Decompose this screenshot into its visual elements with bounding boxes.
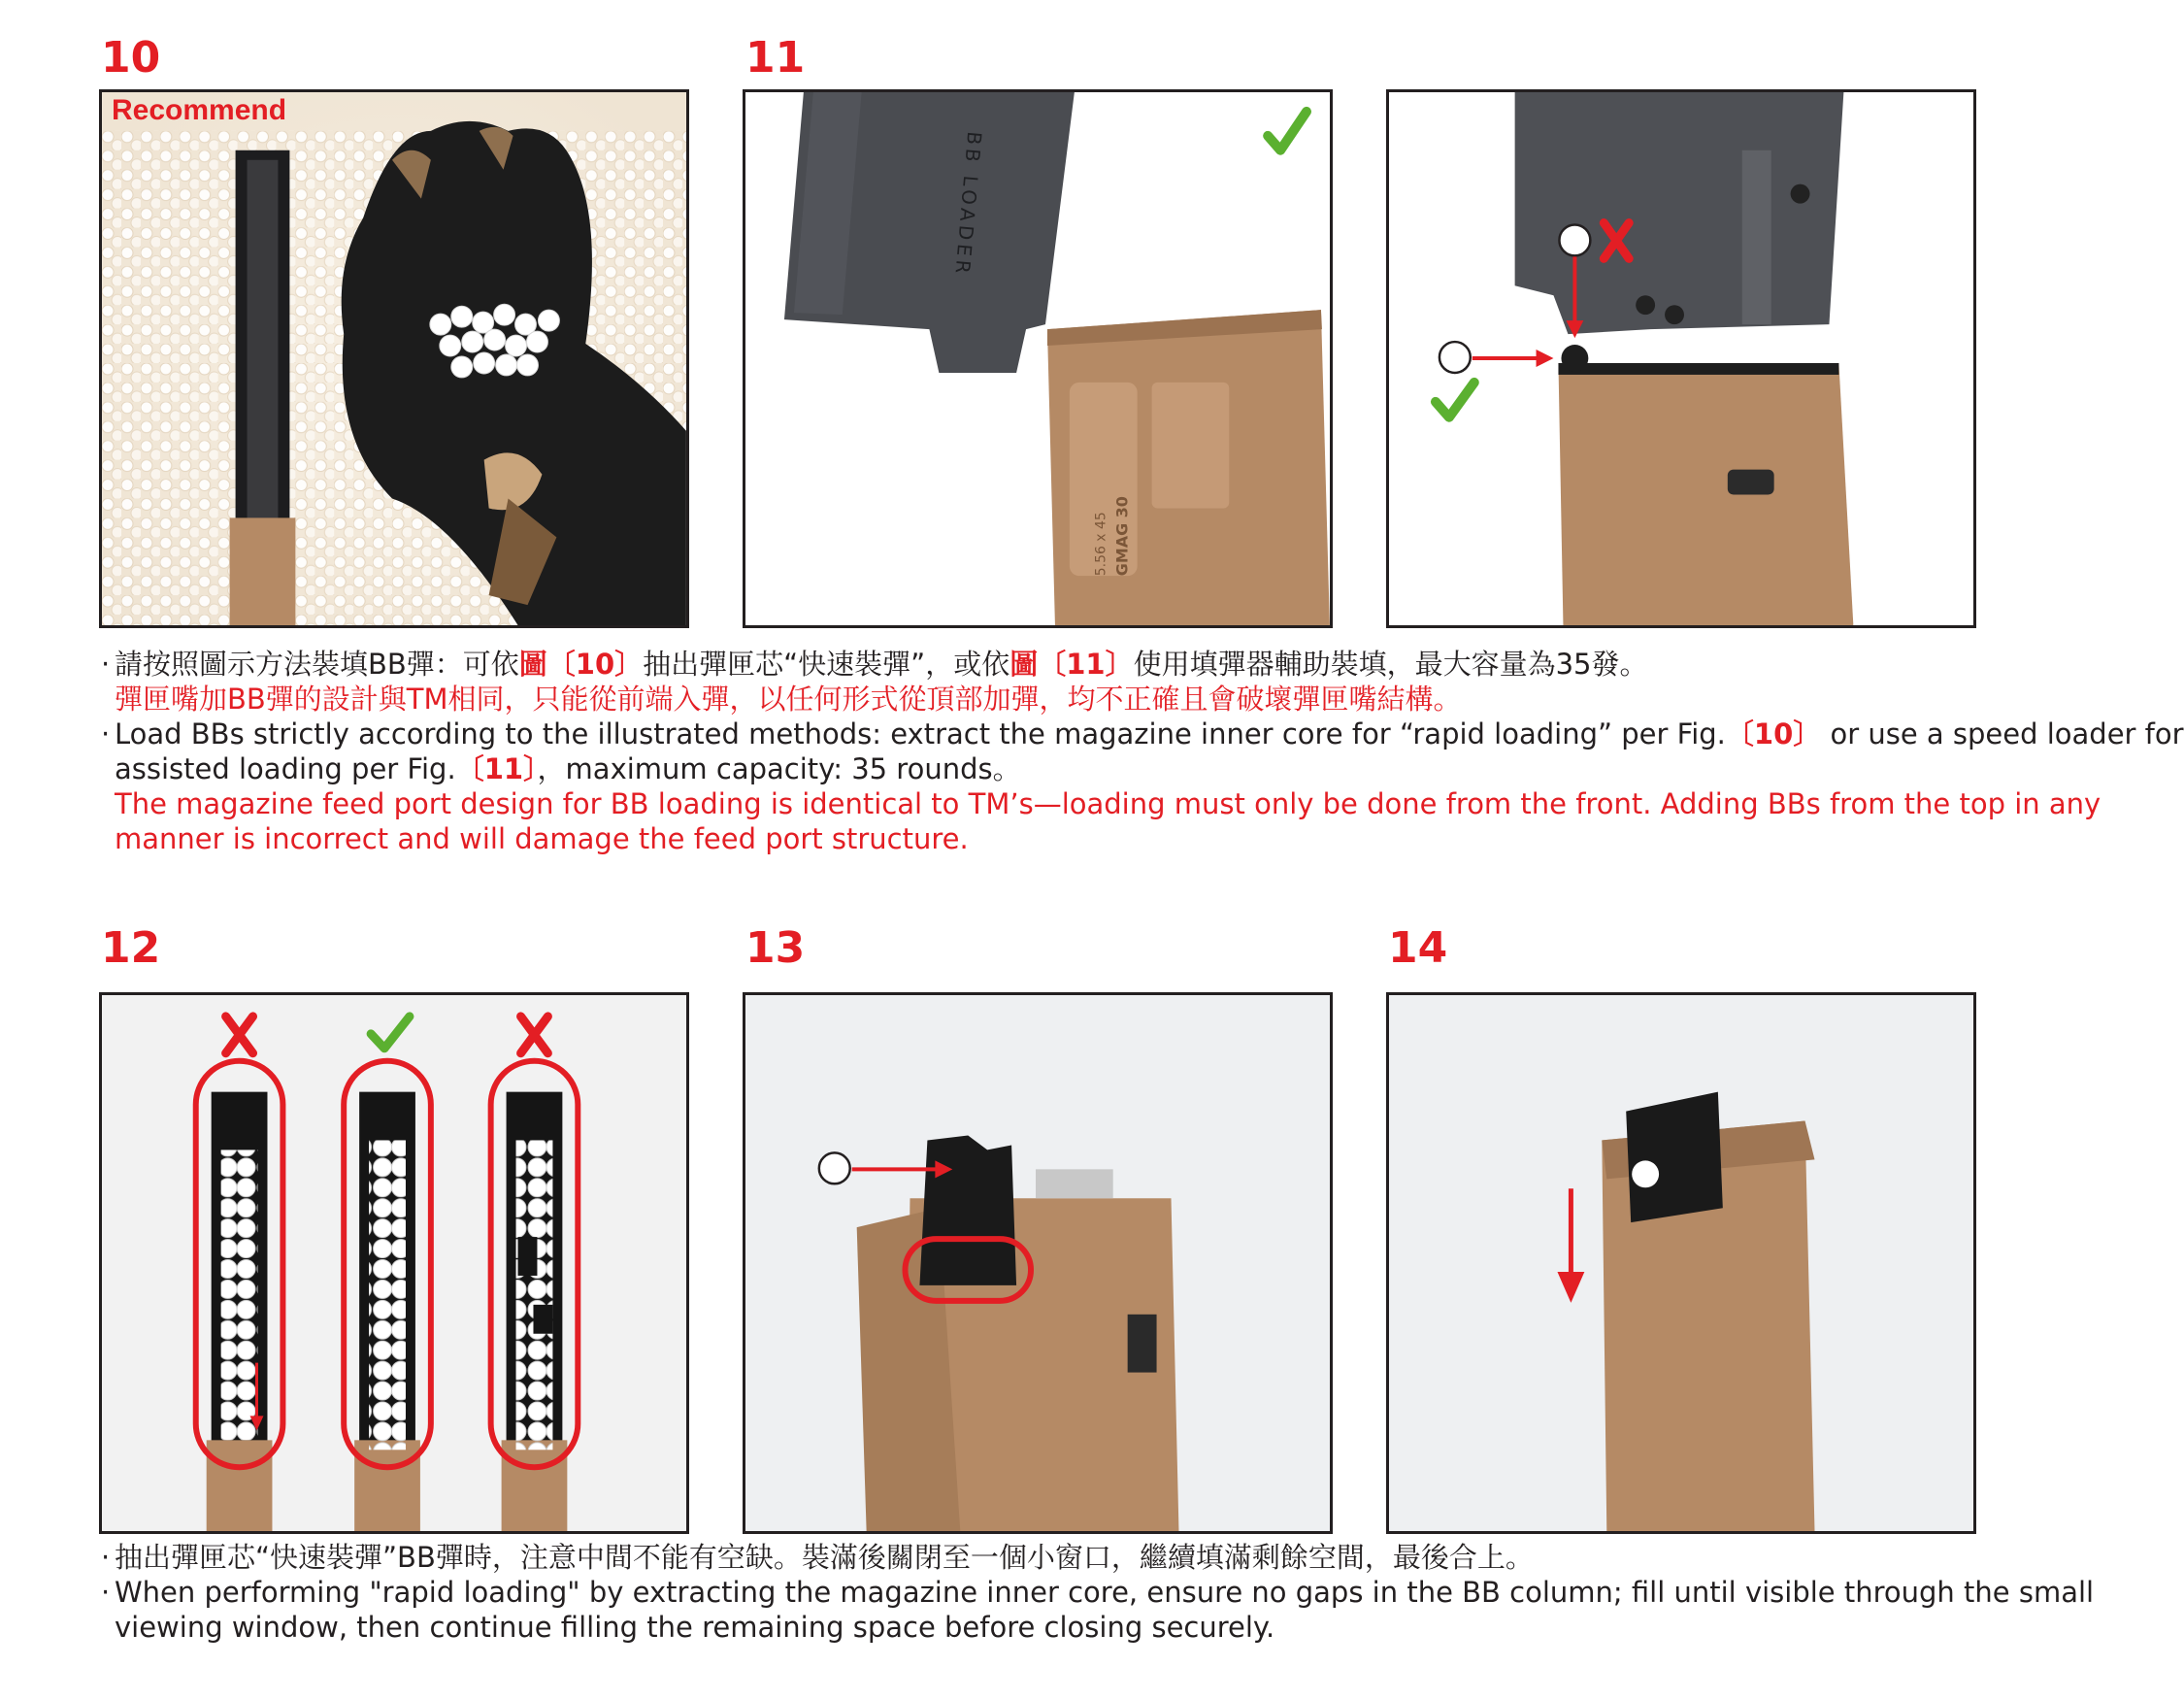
instruction-en-1: · Load BBs strictly according to the illustrated methods: extract the magazine inner core for “rapid loading” per Fig.〔10〕 or use a speed loader for — [101, 717, 2184, 750]
photo-speed-loader — [745, 92, 1330, 625]
instruction-en-2: assisted loading per Fig.〔11〕，maximum capacity: 35 rounds。 — [115, 752, 1021, 785]
speed-loader-label: BB LOADER — [950, 130, 986, 279]
photo-rapid-loading — [102, 92, 686, 625]
step-number-14: 14 — [1388, 923, 1448, 973]
photo-magazine-window — [745, 995, 1330, 1531]
recommend-badge: Recommend — [112, 94, 287, 126]
photo-panel-10 — [99, 89, 689, 628]
instruction-en-3: The magazine feed port design for BB loading is identical to TM’s—loading must only be done from the front. Adding BBs from the top in any — [115, 787, 2101, 820]
instruction-zh-1: · 請按照圖示方法裝填BB彈：可依圖〔10〕抽出彈匣芯“快速裝彈”，或依圖〔11〕使用填彈器輔助裝填，最大容量為35發。 — [101, 648, 1648, 681]
photo-core-fill-comparison — [102, 995, 686, 1531]
photo-feed-port-loading — [1389, 92, 1973, 625]
step-number-10: 10 — [101, 33, 161, 83]
photo-magazine-closing — [1389, 995, 1973, 1531]
photo-panel-11b — [1386, 89, 1976, 628]
photo-panel-13 — [743, 992, 1333, 1534]
instruction-zh-2: 彈匣嘴加BB彈的設計與TM相同，只能從前端入彈，以任何形式從頂部加彈，均不正確且會破壞彈匣嘴結構。 — [115, 683, 1462, 716]
mag-caliber-label: 5.56 x 45 — [1093, 512, 1109, 577]
bottom-instruction-en-2: viewing window, then continue filling the remaining space before closing securely. — [115, 1611, 1275, 1644]
instruction-en-4: manner is incorrect and will damage the feed port structure. — [115, 822, 969, 855]
step-number-13: 13 — [745, 923, 806, 973]
bottom-instruction-en-1: · When performing "rapid loading" by extracting the magazine inner core, ensure no gaps in the BB column; fill until visible through the small — [101, 1576, 2095, 1609]
bottom-instruction-zh: · 抽出彈匣芯“快速裝彈”BB彈時，注意中間不能有空缺。裝滿後關閉至一個小窗口，繼續填滿剩餘空間，最後合上。 — [101, 1541, 1534, 1574]
photo-panel-11a — [743, 89, 1333, 628]
step-number-12: 12 — [101, 923, 161, 973]
photo-panel-14 — [1386, 992, 1976, 1534]
mag-model-label: GMAG 30 — [1112, 496, 1132, 577]
step-number-11: 11 — [745, 33, 806, 83]
photo-panel-12 — [99, 992, 689, 1534]
